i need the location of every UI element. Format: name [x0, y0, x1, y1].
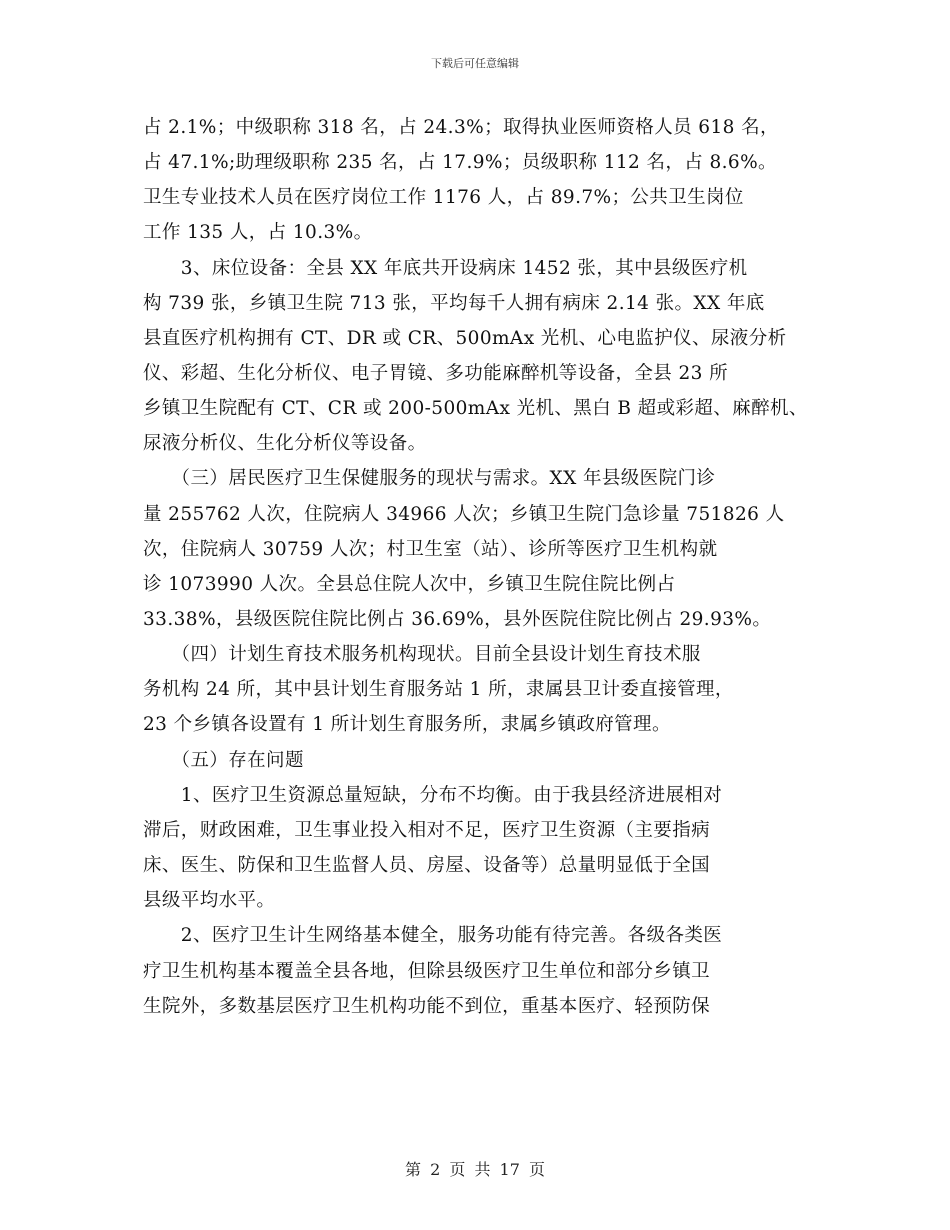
text-line: （四）计划生育技术服务机构现状。目前全县设计划生育技术服	[143, 644, 701, 665]
text-line: 滞后，财政困难，卫生事业投入相对不足，医疗卫生资源（主要指病	[143, 820, 711, 841]
text-line: 次，住院病人 30759 人次；村卫生室（站）、诊所等医疗卫生机构就	[143, 539, 718, 560]
text-line: 占 47.1%;助理级职称 235 名，占 17.9%；员级职称 112 名，占 8.6%。	[143, 152, 777, 173]
text-line: 床、医生、防保和卫生监督人员、房屋、设备等）总量明显低于全国	[143, 855, 711, 876]
text-line: 23 个乡镇各设置有 1 所计划生育服务所，隶属乡镇政府管理。	[143, 714, 671, 735]
text-line: 疗卫生机构基本覆盖全县各地，但除县级医疗卫生单位和部分乡镇卫	[143, 961, 711, 982]
text-line: 诊 1073990 人次。全县总住院人次中，乡镇卫生院住院比例占	[143, 574, 676, 595]
page-footer: 第 2 页 共 17 页	[405, 1160, 545, 1179]
text-line: 乡镇卫生院配有 CT、CR 或 200-500mAx 光机、黑白 B 超或彩超、麻醉机、	[143, 398, 808, 419]
text-line: 工作 135 人，占 10.3%。	[143, 222, 373, 243]
text-line: 3、床位设备：全县 XX 年底共开设病床 1452 张，其中县级医疗机	[143, 258, 748, 279]
text-line: 33.38%，县级医院住院比例占 36.69%，县外医院住院比例占 29.93%。	[143, 609, 772, 630]
text-line: 县直医疗机构拥有 CT、DR 或 CR、500mAx 光机、心电监护仪、尿液分析	[143, 328, 787, 349]
page-header: 下载后可任意编辑	[431, 57, 519, 70]
text-line: 尿液分析仪、生化分析仪等设备。	[143, 433, 427, 454]
text-line: 2、医疗卫生计生网络基本健全，服务功能有待完善。各级各类医	[143, 925, 723, 946]
text-line: 务机构 24 所，其中县计划生育服务站 1 所，隶属县卫计委直接管理，	[143, 679, 734, 700]
text-line: 占 2.1%；中级职称 318 名，占 24.3%；取得执业医师资格人员 618 名，	[143, 117, 779, 138]
text-line: 构 739 张，乡镇卫生院 713 张，平均每千人拥有病床 2.14 张。XX 年底	[143, 293, 765, 314]
text-line: 县级平均水平。	[143, 890, 276, 911]
text-line: 1、医疗卫生资源总量短缺，分布不均衡。由于我县经济进展相对	[143, 785, 723, 806]
text-line: （五）存在问题	[143, 750, 304, 771]
text-line: 生院外，多数基层医疗卫生机构功能不到位，重基本医疗、轻预防保	[143, 996, 711, 1017]
text-line: 仪、彩超、生化分析仪、电子胃镜、多功能麻醉机等设备，全县 23 所	[143, 363, 729, 384]
text-line: 量 255762 人次，住院病人 34966 人次；乡镇卫生院门急诊量 751826 人	[143, 504, 785, 525]
text-line: （三）居民医疗卫生保健服务的现状与需求。XX 年县级医院门诊	[143, 468, 716, 489]
text-line: 卫生专业技术人员在医疗岗位工作 1176 人，占 89.7%；公共卫生岗位	[143, 187, 744, 208]
